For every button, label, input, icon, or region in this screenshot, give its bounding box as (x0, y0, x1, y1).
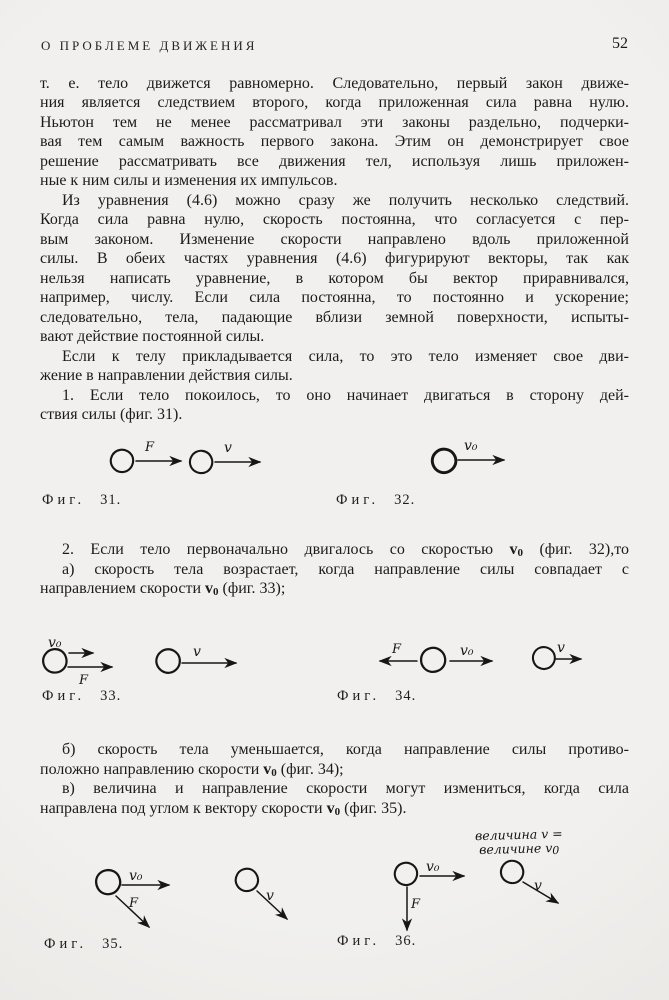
paragraph (40, 191, 629, 347)
force-label: F (129, 896, 139, 911)
body-blob (152, 645, 184, 677)
text-line: Из уравнения (4.6) можно сразу же получить несколько следствий. (62, 191, 629, 209)
text-line: силы. В обеих частях уравнения (4.6) фигурируют векторы, так как (40, 250, 629, 267)
paragraph (40, 386, 629, 425)
text-line: в) величина и направление скорости могут измениться, когда сила (62, 780, 629, 797)
body-blob (427, 444, 460, 477)
running-title: О ПРОБЛЕМЕ ДВИЖЕНИЯ (41, 38, 258, 53)
body-blob (92, 866, 125, 899)
paragraph (40, 560, 629, 599)
velocity-label: v (224, 440, 232, 456)
velocity-label: v (266, 888, 274, 904)
velocity0-inline: $v_0$ (205, 580, 219, 598)
paragraph (40, 74, 629, 191)
text-line: ния является следствием второго, когда приложенная сила равна нулю. (40, 94, 629, 111)
text-line: 1. Если тело покоилось, то оно начинает двигаться в сторону дей- (62, 386, 629, 404)
velocity-label: v (193, 644, 201, 660)
force-label: F (79, 673, 89, 688)
paragraph (40, 540, 629, 560)
velocity0-inline: $v_0$ (263, 760, 277, 779)
initial-velocity-label: v₀ (48, 635, 62, 651)
velocity-label: v (557, 640, 565, 656)
text-line: б) скорость тела уменьшается, когда направление силы противо- (62, 741, 629, 758)
text-line: вым законом. Изменение скорости направлено вдоль приложенной (40, 230, 629, 248)
text-line: 2. Если тело первоначально двигалось со скоростью $v_0$ (фиг. 32),то (62, 541, 630, 559)
body-blob (189, 450, 213, 474)
text-line: решение рассматривать все движения тел, используя лишь приложен- (40, 152, 629, 170)
text-line: следовательно, тела, падающие вблизи земной поверхности, испыты- (40, 308, 629, 326)
handwritten-note-line: величина v = (474, 825, 563, 844)
figure-34-canvas (375, 626, 587, 681)
force-label: F (411, 897, 421, 912)
page-number: 52 (612, 35, 628, 52)
paragraph (40, 779, 629, 818)
initial-velocity-label: v₀ (129, 868, 143, 884)
handwritten-note (448, 826, 591, 857)
paragraph (40, 347, 629, 386)
text-line: т. е. тело движется равномерно. Следовательно, первый закон движе- (40, 74, 629, 92)
text-line: жение в направлении действия силы. (40, 367, 293, 384)
figure-36-canvas (390, 855, 575, 937)
figure-31-caption: Фиг. 31. (42, 492, 122, 508)
force-label: F (145, 440, 155, 455)
velocity0-inline: $v_0$ (509, 541, 524, 559)
body-text-block-2 (40, 540, 629, 599)
body-blob (417, 644, 449, 676)
initial-velocity-label: v₀ (460, 643, 474, 659)
text-line: направлением скорости $v_0$ (фиг. 33); (40, 580, 286, 598)
initial-velocity-label: v₀ (464, 438, 478, 454)
text-line: положно направлению скорости $v_0$ (фиг. 34); (40, 760, 344, 779)
body-blob (531, 645, 556, 670)
figure-33-caption: Фиг. 33. (42, 688, 122, 704)
text-line: а) скорость тела возрастает, когда направление силы совпадает с (62, 560, 629, 578)
text-line: направлена под углом к вектору скорости $v_0$ (фиг. 35). (40, 799, 407, 818)
body-text-block-1 (40, 74, 629, 425)
text-line: нельзя написать уравнение, в котором бы вектор приравнивался, (40, 269, 629, 287)
velocity-label: v (534, 878, 542, 894)
text-line: Если к телу прикладывается сила, то это тело изменяет свое дви- (62, 347, 629, 365)
figure-36-caption: Фиг. 36. (337, 933, 417, 949)
paragraph (40, 740, 629, 779)
text-line: ные к ним силы и изменения их импульсов. (40, 172, 338, 189)
figure-32-caption: Фиг. 32. (336, 492, 416, 508)
text-line: например, числу. Если сила постоянна, то постоянно и ускорение; (40, 289, 629, 306)
velocity0-inline: $v_0$ (326, 799, 341, 818)
figure-33-canvas (38, 628, 248, 690)
body-blob (109, 448, 135, 475)
figure-32-canvas (425, 436, 520, 486)
text-line: ствия силы (фиг. 31). (40, 406, 183, 423)
body-blob (39, 645, 70, 676)
force-label: F (392, 642, 402, 657)
handwritten-note-line: величине $v_0$ (478, 839, 560, 857)
body-blob (500, 859, 525, 884)
body-text-block-3 (40, 740, 629, 818)
text-line: вая тем самым важность первого закона. Этим он демонстрирует свое (40, 133, 629, 150)
figure-34-caption: Фиг. 34. (337, 688, 417, 704)
figure-31-canvas (95, 436, 275, 486)
initial-velocity-label: v₀ (426, 859, 440, 875)
figure-35-caption: Фиг. 35. (44, 936, 124, 952)
text-line: Когда сила равна нулю, скорость постоянна, что согласуется с пер- (40, 211, 629, 228)
figure-35-canvas (85, 860, 300, 935)
velocity0-inline: $v_0$ (544, 839, 560, 857)
body-blob (393, 861, 418, 886)
text-line: вают действие постоянной силы. (40, 328, 265, 345)
text-line: Ньютон тем не менее рассматривал эти законы раздельно, подчерки- (40, 113, 629, 131)
